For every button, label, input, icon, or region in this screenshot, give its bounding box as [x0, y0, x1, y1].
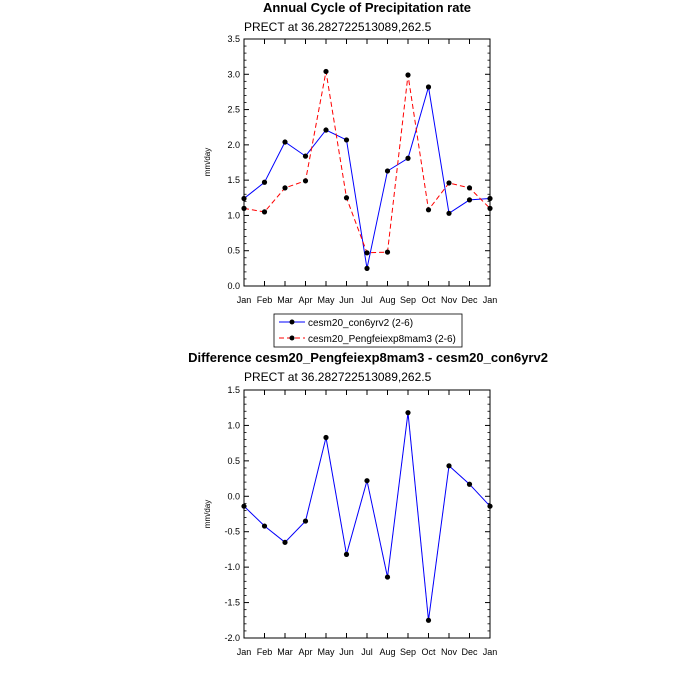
chart2-series-1-point [405, 410, 410, 415]
chart2-series-overlay-line [244, 413, 490, 621]
chart1-series-2-point [303, 178, 308, 183]
chart1-plot-frame [244, 39, 490, 286]
chart2-ytick-label: 1.5 [227, 385, 240, 395]
chart2-subtitle: PRECT at 36.282722513089,262.5 [244, 370, 432, 384]
chart2-title: Difference cesm20_Pengfeiexp8mam3 - cesm20_con6yrv2 [188, 350, 548, 365]
chart1-series-1-point [364, 266, 369, 271]
chart2-series-1-line [244, 413, 490, 621]
chart1-series-2-point [282, 185, 287, 190]
chart1-series-1-line [244, 87, 490, 268]
chart1-series-1-point [344, 137, 349, 142]
chart1-series-1-point [323, 127, 328, 132]
chart2-series-1-point [446, 463, 451, 468]
chart2-ytick-label: 0.0 [227, 491, 240, 502]
chart1-series-2-point [487, 206, 492, 211]
chart2-xtick-label: Aug [379, 647, 396, 657]
chart1-series-1-point [385, 168, 390, 173]
chart1-ytick-label: 2.0 [227, 139, 240, 150]
chart1-series-2-point [323, 69, 328, 74]
chart2-xtick-label: Nov [440, 647, 458, 657]
chart2-xtick-label: Jan [482, 647, 498, 657]
chart2-ytick-label: -0.5 [224, 526, 240, 537]
chart1-series-2-point [426, 207, 431, 212]
difference-chart [188, 350, 548, 657]
chart2-series-1-point [241, 504, 246, 509]
chart1-xtick-label: Nov [440, 295, 458, 305]
chart1-xtick-label: Jan [482, 295, 498, 305]
legend-label-series-2: cesm20_Pengfeiexp8mam3 (2-6) [308, 334, 456, 345]
chart1-series-2-line [244, 72, 490, 253]
chart2-series-1-point [364, 478, 369, 483]
chart2-xtick-label: Sep [399, 647, 417, 657]
chart1-title: Annual Cycle of Precipitation rate [262, 0, 472, 15]
chart2-xtick-label: Apr [298, 647, 313, 657]
chart2-ytick-label: 1.0 [227, 420, 240, 431]
legend-label-series-1: cesm20_con6yrv2 (2-6) [308, 318, 414, 329]
chart2-series-1-point [282, 540, 287, 545]
legend-marker-series-1 [290, 320, 295, 325]
chart1-series-1-point [426, 84, 431, 89]
chart1-series-2-point [364, 250, 369, 255]
chart1-xtick-label: Jul [361, 295, 373, 305]
chart2-xtick-label: Feb [256, 647, 273, 657]
chart2-xtick-label: May [317, 647, 335, 657]
chart1-xtick-label: Jan [236, 295, 252, 305]
legend [274, 314, 462, 347]
chart1-xtick-label: Mar [277, 295, 293, 305]
chart2-ytick-label: -1.0 [224, 562, 240, 573]
chart1-xtick-label: Oct [421, 295, 436, 305]
chart1-series-2-point [344, 195, 349, 200]
chart2-xtick-label: Dec [461, 647, 478, 657]
chart2-series-1-point [487, 504, 492, 509]
chart1-ytick-label: 1.0 [227, 210, 240, 221]
chart1-series-2-point [405, 72, 410, 77]
chart1-series-2-point [262, 209, 267, 214]
chart1-ytick-label: 0.0 [227, 281, 240, 291]
chart2-ytick-label: -1.5 [224, 597, 240, 608]
chart1-xtick-label: Aug [379, 295, 396, 305]
chart1-series-1-point [282, 139, 287, 144]
chart2-series-1-point [262, 523, 267, 528]
chart1-series-1-point [446, 211, 451, 216]
chart2-series-1-point [323, 435, 328, 440]
annual-cycle-chart [203, 0, 497, 305]
chart1-series-2-point [241, 206, 246, 211]
chart1-xtick-label: Jun [339, 295, 354, 305]
chart1-ytick-label: 2.5 [227, 104, 240, 115]
chart2-ytick-label: 0.5 [227, 455, 240, 466]
chart2-series-1-point [344, 552, 349, 557]
chart1-series-1-point [303, 154, 308, 159]
chart1-series-1-point [467, 197, 472, 202]
chart1-ytick-label: 1.5 [227, 175, 240, 186]
chart2-series-1-point [303, 518, 308, 523]
chart2-series-1-point [467, 482, 472, 487]
chart1-xtick-label: Sep [399, 295, 417, 305]
chart1-xtick-label: Apr [298, 295, 313, 305]
chart1-series-1-point [405, 156, 410, 161]
chart1-ytick-label: 3.0 [227, 69, 240, 80]
chart1-series-1-point [262, 180, 267, 185]
chart2-plot-frame [244, 390, 490, 638]
chart1-series-2-point [385, 250, 390, 255]
chart2-series-1-point [385, 574, 390, 579]
chart2-series-1-point [426, 618, 431, 623]
chart1-series-2-point [467, 185, 472, 190]
chart1-ytick-label: 0.5 [227, 245, 240, 256]
chart2-xtick-label: Jun [339, 647, 354, 657]
chart2-ytick-label: -2.0 [224, 633, 240, 643]
chart1-subtitle: PRECT at 36.282722513089,262.5 [244, 20, 432, 34]
chart1-series-1-point [487, 196, 492, 201]
chart2-xtick-label: Oct [421, 647, 436, 657]
chart1-ylabel: mm/day [203, 147, 212, 177]
chart2-xtick-label: Jul [361, 647, 373, 657]
chart2-xtick-label: Mar [277, 647, 293, 657]
chart1-xtick-label: Dec [461, 295, 478, 305]
chart1-series-2-point [446, 180, 451, 185]
chart1-series-1-point [241, 196, 246, 201]
chart2-ylabel: mm/day [203, 499, 212, 529]
chart1-ytick-label: 3.5 [227, 34, 240, 44]
chart1-xtick-label: Feb [256, 295, 273, 305]
chart2-xtick-label: Jan [236, 647, 252, 657]
legend-marker-series-2 [290, 336, 295, 341]
chart1-xtick-label: May [317, 295, 335, 305]
